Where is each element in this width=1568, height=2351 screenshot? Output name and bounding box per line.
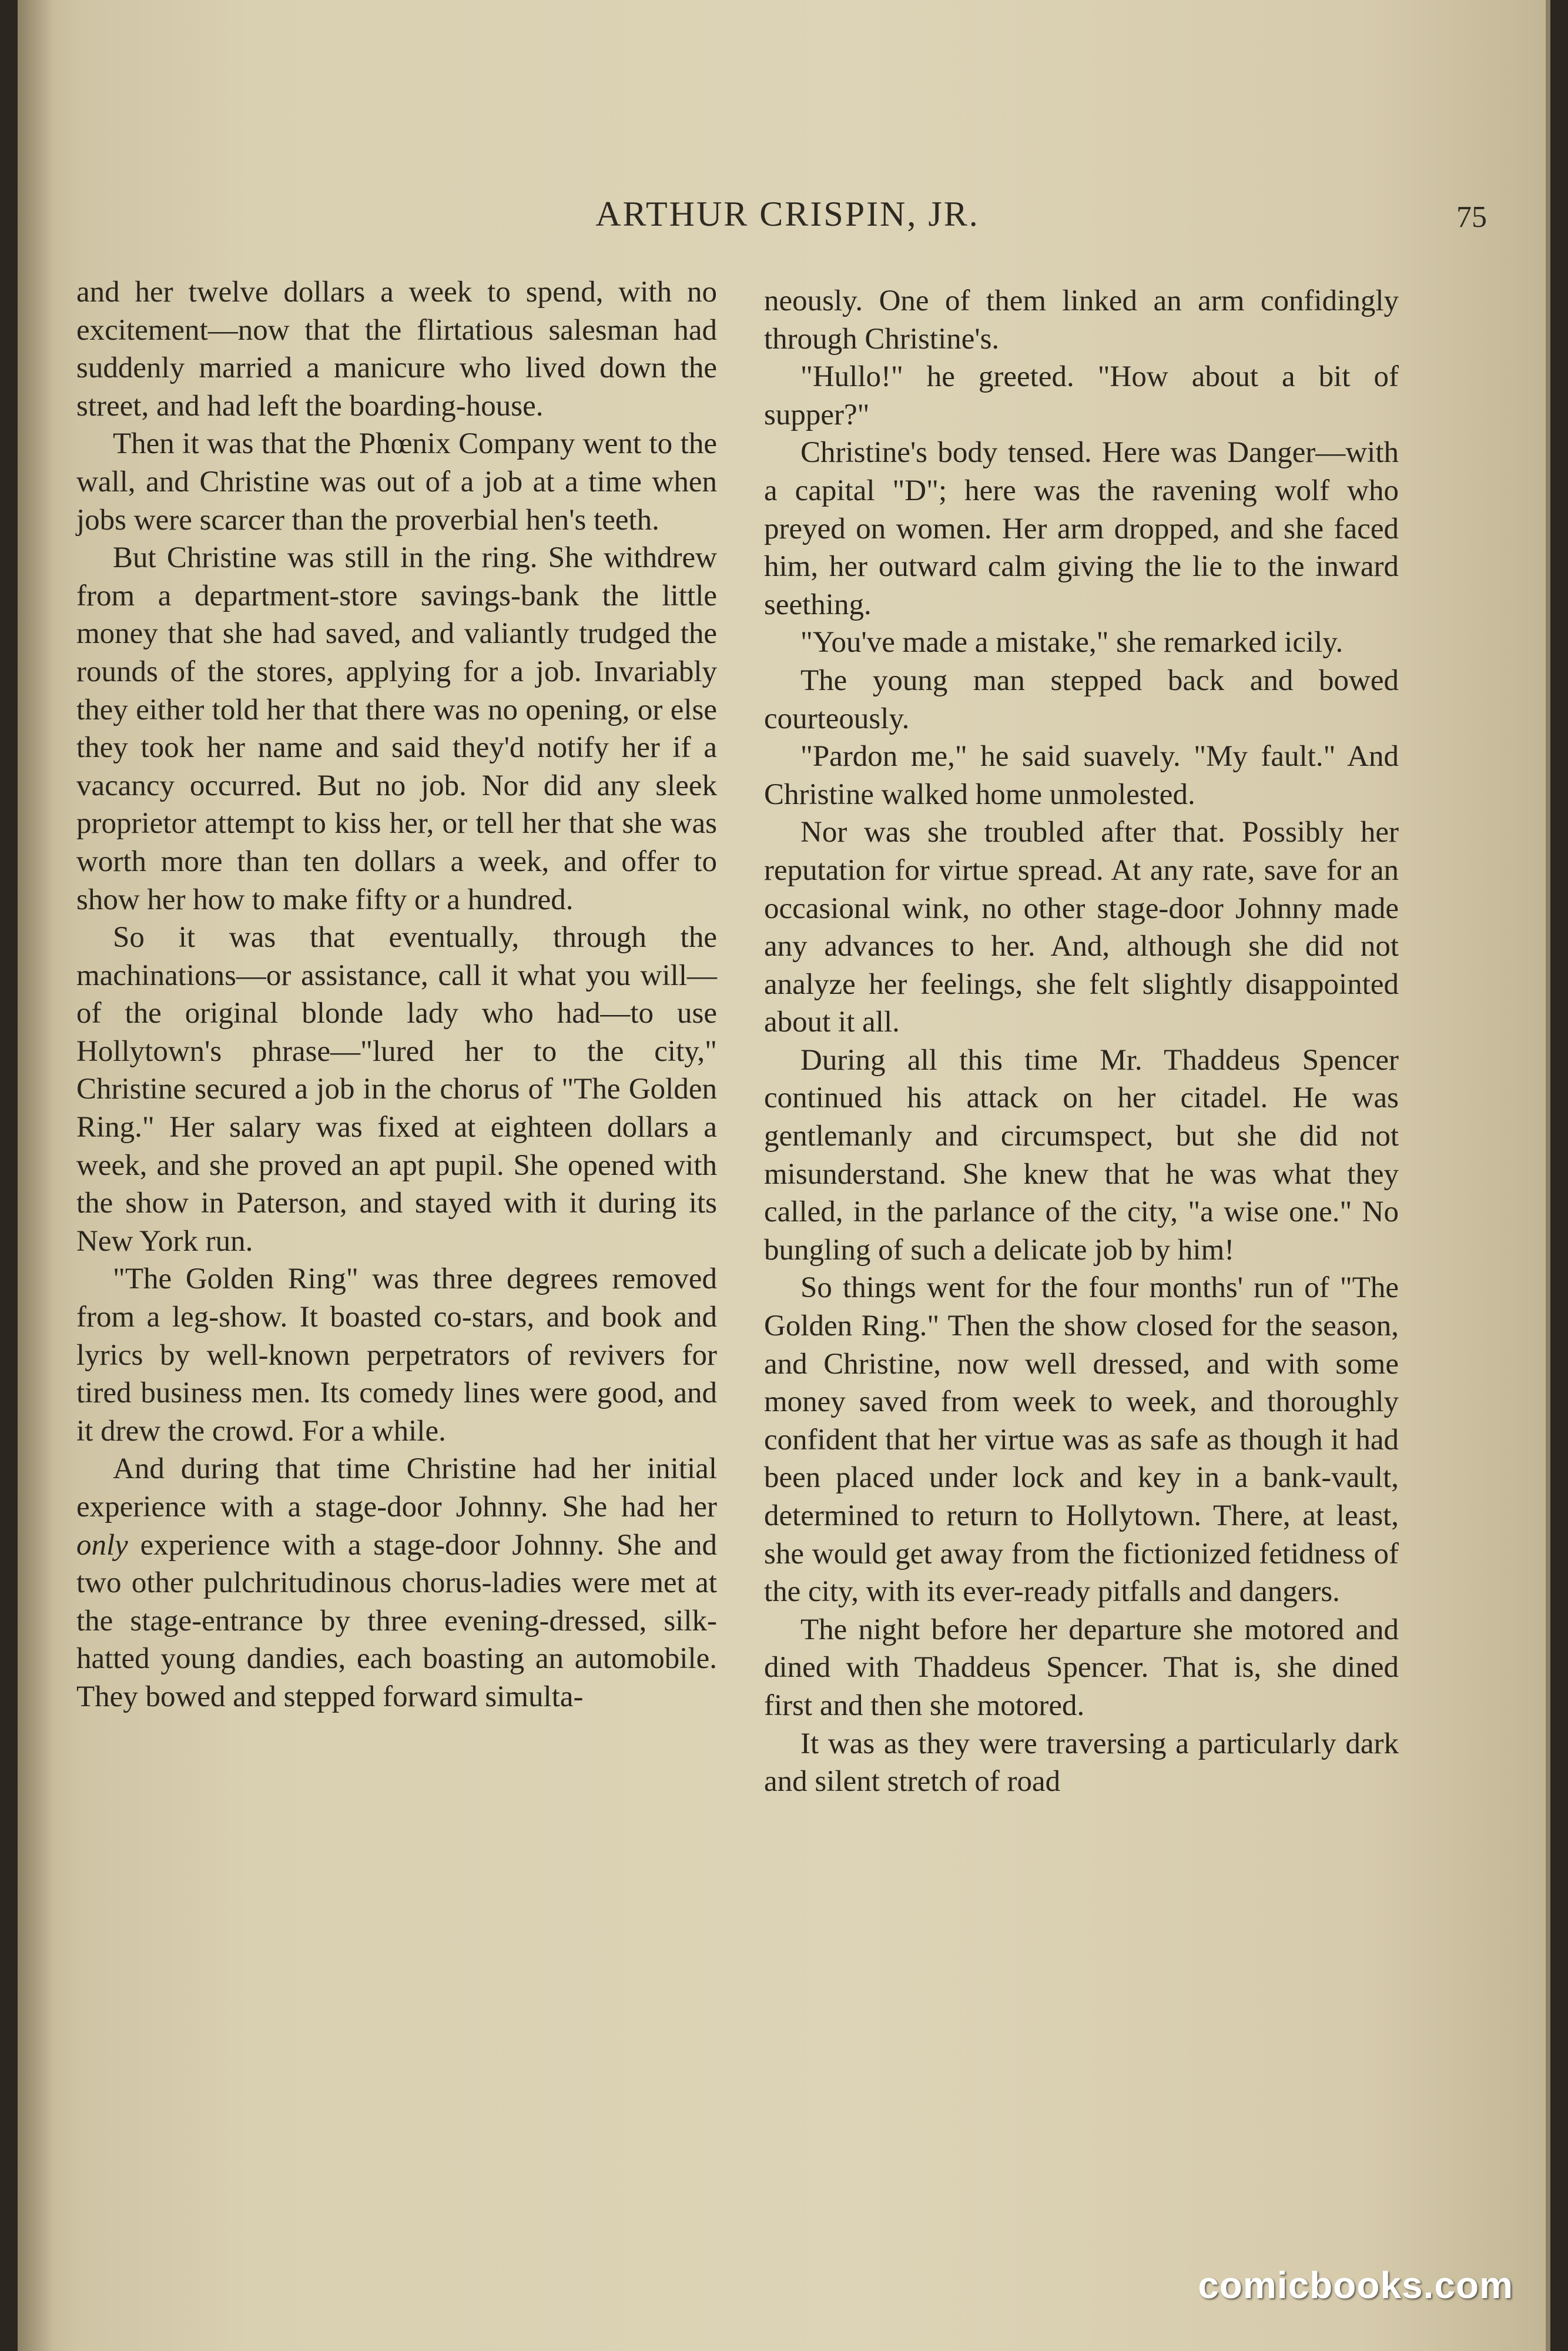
text-run: experience with a stage-door Johnny. She and two other pulchritudinous chorus-ladies were met at the stage-entrance by three evening-dressed, silk-hatted young dandies, each boasting an automobile. They bowed and stepped forward simulta-	[76, 1528, 717, 1713]
paragraph: So things went for the four months' run of "The Golden Ring." Then the show closed for the season, and Christine, now well dressed, and with some money saved from week to week, and thoroughly confident that her virtue was as safe as though it had been placed under lock and key in a bank-vault, determined to return to Hollytown. There, at least, she would get away from the fictionized fetidness of the city, with its ever-ready pitfalls and dangers.	[764, 1271, 1399, 1609]
paragraph: Nor was she troubled after that. Possibly her reputation for virtue spread. At any rate, save for an occasional wink, no other stage-door Johnny made any advances to her. And, although she did not analyze her feelings, she felt slightly disappointed about it all.	[764, 816, 1399, 1039]
paragraph: So it was that eventually, through the machinations—or assistance, call it what you will—of the original blonde lady who had—to use Hollytown's phrase—"lured her to the city," Christine secured a job in the chorus of "The Golden Ring." Her salary was fixed at eighteen dollars a week, and she proved an apt pupil. She opened with the show in Paterson, and stayed with it during its New York run.	[76, 921, 717, 1258]
paragraph: But Christine was still in the ring. She withdrew from a department-store savings-bank the little money that she had saved, and valiantly trudged the rounds of the stores, applying for a job. Invariably they either told her that there was no opening, or else they took her name and said they'd notify her if a vacancy occurred. But no job. Nor did any sleek proprietor attempt to kiss her, or tell her that she was worth more than ten dollars a week, and offer to show her how to make fifty or a hundred.	[76, 541, 717, 916]
paragraph: "Pardon me," he said suavely. "My fault." And Christine walked home unmolested.	[764, 740, 1399, 811]
watermark: comicbooks.com	[1198, 2264, 1513, 2306]
left-column	[76, 273, 717, 1716]
running-head: ARTHUR CRISPIN, JR.	[595, 195, 980, 233]
paragraph: Then it was that the Phœnix Company went to the wall, and Christine was out of a job at a time when jobs were scarcer than the proverbial hen's teeth.	[76, 427, 717, 537]
paragraph: and her twelve dollars a week to spend, with no excitement—now that the flirtatious salesman had suddenly married a manicure who lived down the street, and had left the boarding-house.	[76, 276, 717, 423]
paragraph	[76, 1450, 717, 1716]
right-column	[764, 282, 1399, 1801]
paragraph: It was as they were traversing a particularly dark and silent stretch of road	[764, 1727, 1399, 1799]
text-run: And during that time Christine had her initial experience with a stage-door Johnny. She had her	[76, 1452, 717, 1523]
paragraph: "The Golden Ring" was three degrees removed from a leg-show. It boasted co-stars, and book and lyrics by well-known perpetrators of revivers for tired business men. Its comedy lines were good, and it drew the crowd. For a while.	[76, 1262, 717, 1448]
paragraph: The young man stepped back and bowed courteously.	[764, 664, 1399, 735]
emphasis-text: only	[76, 1528, 128, 1562]
page-number: 75	[1456, 200, 1487, 234]
paragraph: "Hullo!" he greeted. "How about a bit of supper?"	[764, 360, 1399, 431]
paragraph: During all this time Mr. Thaddeus Spencer continued his attack on her citadel. He was gentlemanly and circumspect, but she did not misunderstand. She knew that he was what they called, in the parlance of the city, "a wise one." No bungling of such a delicate job by him!	[764, 1043, 1399, 1267]
paragraph: neously. One of them linked an arm confidingly through Christine's.	[764, 284, 1399, 356]
paragraph: "You've made a mistake," she remarked icily.	[800, 626, 1343, 659]
book-page	[18, 0, 1550, 2351]
paragraph: Christine's body tensed. Here was Danger—with a capital "D"; here was the ravening wolf who preyed on women. Her arm dropped, and she faced him, her outward calm giving the lie to the inward seething.	[764, 436, 1399, 621]
paragraph: The night before her departure she motored and dined with Thaddeus Spencer. That is, she dined first and then she motored.	[764, 1613, 1399, 1722]
page-header	[76, 194, 1499, 247]
